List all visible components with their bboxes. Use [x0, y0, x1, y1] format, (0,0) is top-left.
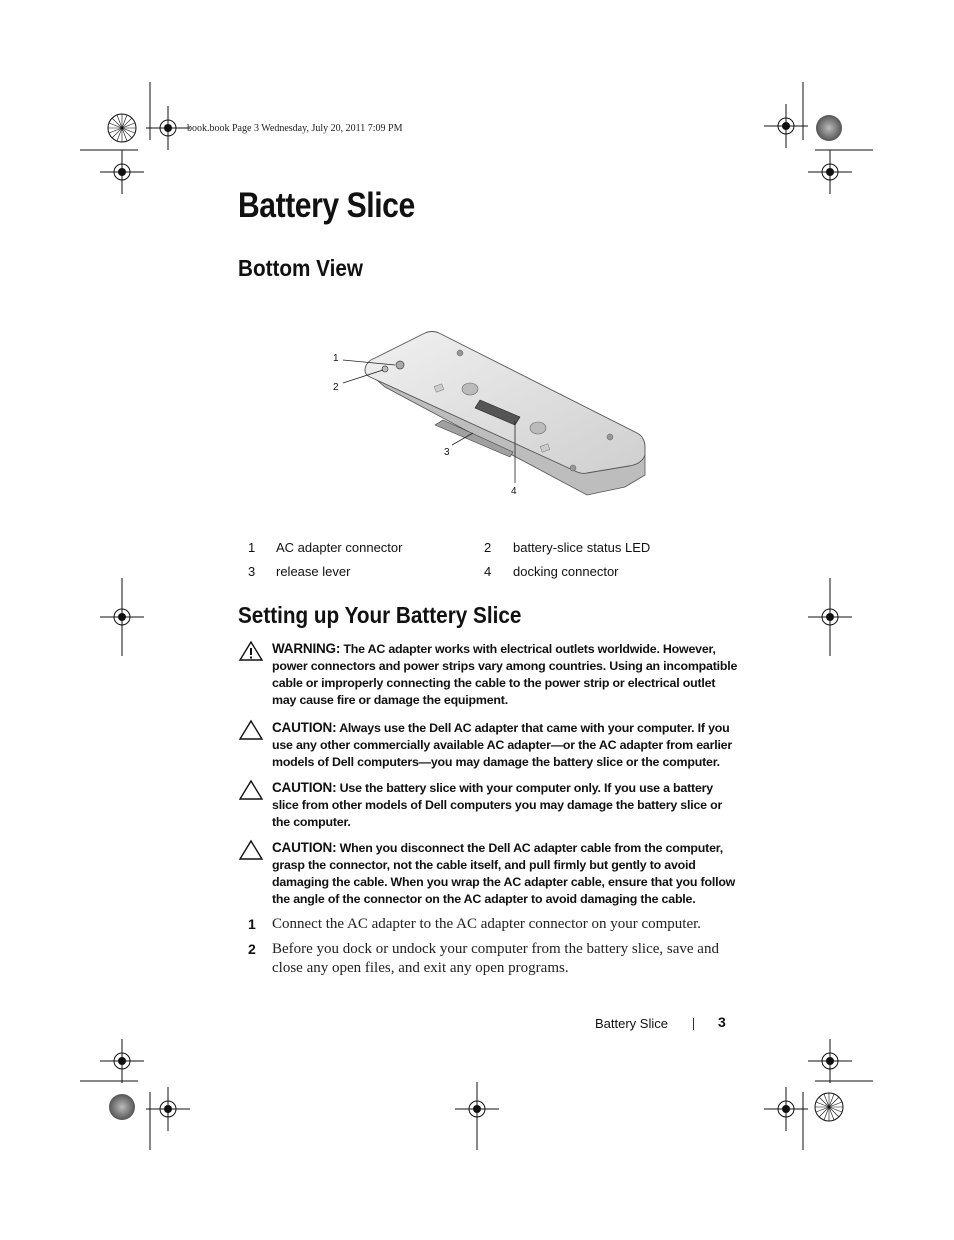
callout-4: 4 — [511, 486, 517, 497]
callout-3: 3 — [444, 447, 450, 458]
step-number: 2 — [248, 941, 256, 957]
step-text: Connect the AC adapter to the AC adapter connector on your computer. — [272, 916, 702, 932]
step-number: 1 — [248, 916, 256, 932]
caution-lead: CAUTION: — [272, 780, 337, 795]
section-title-setup: Setting up Your Battery Slice — [238, 602, 522, 628]
print-header: book.book Page 3 Wednesday, July 20, 2011 7:09 PM — [187, 123, 403, 134]
chapter-title: Battery Slice — [238, 186, 415, 225]
legend-label: AC adapter connector — [276, 540, 403, 555]
section-title-bottom-view: Bottom View — [238, 255, 363, 281]
step-item — [248, 915, 738, 935]
caution-text: When you disconnect the Dell AC adapter cable from the computer, grasp the connector, not the cable itself, and pull firmly but gently to avoid damaging the cable. When you wrap the AC adapter cable, ensure that you follow the angle of the connector on the AC adapter to avoid damaging the cable. — [272, 841, 736, 906]
legend-number: 4 — [484, 564, 492, 579]
warning-lead: WARNING: — [272, 641, 341, 656]
legend-label: release lever — [276, 564, 351, 579]
caution-lead: CAUTION: — [272, 840, 337, 855]
footer-chapter-label: Battery Slice — [595, 1016, 668, 1031]
callout-1: 1 — [333, 353, 339, 364]
callout-2: 2 — [333, 382, 339, 393]
legend-label: docking connector — [513, 564, 619, 579]
legend-number: 1 — [248, 540, 256, 555]
caution-notice — [238, 839, 738, 911]
legend-number: 3 — [248, 564, 256, 579]
step-text: Before you dock or undock your computer from the battery slice, save and close any open files, and exit any open programs. — [272, 941, 719, 976]
legend-number: 2 — [484, 540, 492, 555]
warning-text: The AC adapter works with electrical outlets worldwide. However, power connectors and power strips vary among countries. Using an incompatible cable or improperly connecting the cable to the power strip or electrical outlet may cause fire or damage the equipment. — [272, 642, 738, 707]
caution-text: Always use the Dell AC adapter that came with your computer. If you use any other commercially available AC adapter—or the AC adapter from earlier models of Dell computers—you may damage the battery slice or the computer. — [272, 721, 732, 769]
footer-separator — [693, 1018, 694, 1030]
caution-text: Use the battery slice with your computer only. If you use a battery slice from other models of Dell computers you may damage the battery slice or the computer. — [272, 781, 723, 829]
caution-lead: CAUTION: — [272, 720, 337, 735]
caution-notice — [238, 779, 738, 833]
battery-slice-illustration — [325, 325, 665, 505]
step-item — [248, 940, 738, 980]
caution-triangle-icon — [238, 719, 264, 746]
warning-notice — [238, 640, 738, 712]
warning-triangle-icon — [238, 640, 264, 667]
caution-triangle-icon — [238, 839, 264, 866]
caution-triangle-icon — [238, 779, 264, 806]
page-number: 3 — [718, 1014, 726, 1030]
legend-label: battery-slice status LED — [513, 540, 651, 555]
caution-notice — [238, 719, 738, 773]
